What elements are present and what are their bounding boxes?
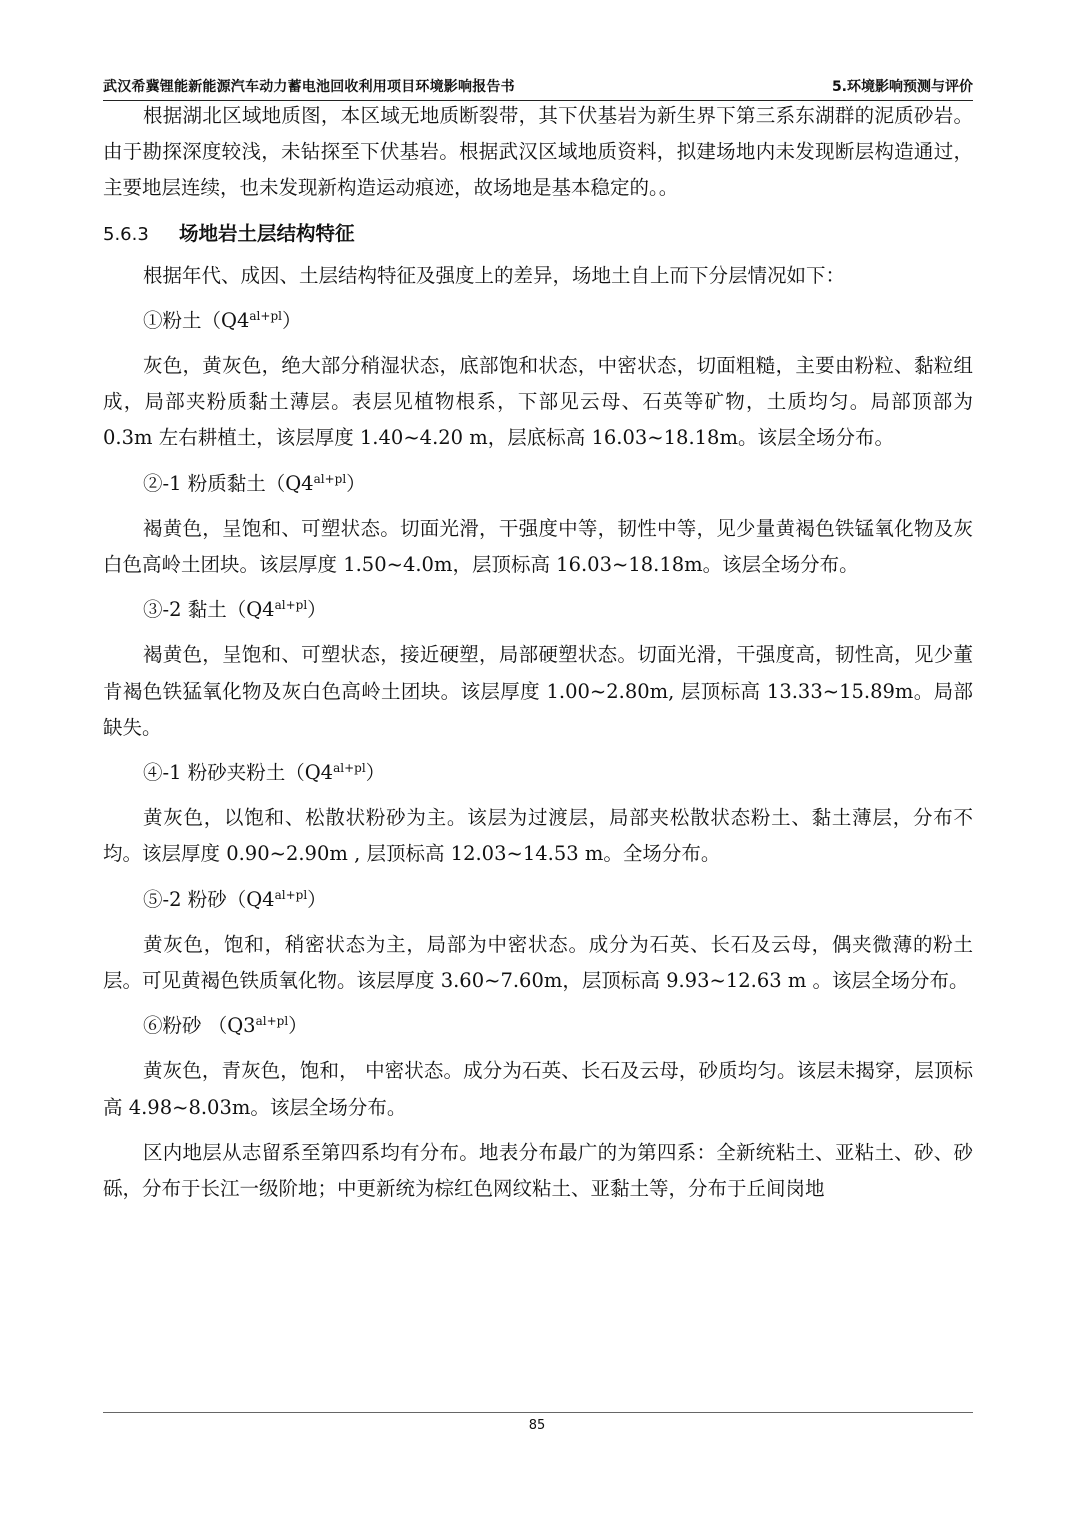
section-title: 场地岩土层结构特征	[179, 221, 355, 245]
layer-label-close: ）	[288, 1014, 308, 1038]
page-header	[103, 74, 973, 101]
header-document-title: 武汉希冀锂能新能源汽车动力蓄电池回收利用项目环境影响报告书	[103, 79, 515, 95]
layer-label-sup: al+pl	[249, 308, 282, 323]
layer-label-text: ④-1 粉砂夹粉土（Q4	[143, 761, 334, 785]
layer-label-close: ）	[307, 887, 327, 911]
layer-label-close: ）	[281, 308, 302, 332]
footer-divider	[103, 1412, 973, 1413]
layer-1-description: 灰色，黄灰色，绝大部分稍湿状态，底部饱和状态，中密状态，切面粗糙，主要由粉粒、黏粒组成，局部夹粉质黏土薄层。表层见植物根系，下部见云母、石英等矿物，土质均匀。局部顶部为 0.3m 左右耕植土，该层厚度 1.40~4.20 m，层底标高 16.03~18.18m。该层全场分布。	[103, 354, 973, 450]
lead-paragraph: 根据年代、成因、土层结构特征及强度上的差异，场地土自上而下分层情况如下：	[143, 263, 846, 287]
layer-4-description: 黄灰色，以饱和、松散状粉砂为主。该层为过渡层，局部夹松散状态粉土、黏土薄层，分布不均。该层厚度 0.90~2.90m , 层顶标高 12.03~14.53 m。全场分布。	[103, 806, 973, 866]
layer-2-label	[103, 466, 973, 502]
layer-label-text: ⑤-2 粉砂（Q4	[143, 887, 275, 911]
layer-2-description: 褐黄色，呈饱和、可塑状态。切面光滑，干强度中等，韧性中等，见少量黄褐色铁锰氧化物及灰白色高岭土团块。该层厚度 1.50~4.0m，层顶标高 16.03~18.18m。该层全场分布。	[103, 516, 973, 577]
layer-label-close: ）	[307, 598, 327, 622]
layer-4-label	[103, 755, 973, 791]
layer-label-close: ）	[365, 761, 386, 785]
layer-6-description: 黄灰色，青灰色，饱和， 中密状态。成分为石英、长石及云母，砂质均匀。该层未揭穿，层顶标高 4.98~8.03m。该层全场分布。	[103, 1059, 973, 1119]
layer-1-label	[103, 303, 973, 339]
layer-label-sup: al+pl	[274, 598, 308, 613]
layer-3-description: 褐黄色，呈饱和、可塑状态，接近硬塑，局部硬塑状态。切面光滑，干强度高，韧性高，见少董肯褐色铁猛氧化物及灰白色高岭土团块。该层厚度 1.00~2.80m, 层顶标高 13.33~15.89m。局部缺失。	[103, 643, 973, 739]
layer-label-text: ②-1 粉质黏土（Q4	[143, 471, 314, 495]
section-number: 5.6.3	[103, 223, 149, 245]
layer-label-sup: al+pl	[255, 1014, 289, 1029]
layer-label-text: ③-2 黏土（Q4	[143, 598, 275, 622]
layer-label-close: ）	[346, 471, 366, 495]
section-heading	[103, 219, 973, 250]
closing-paragraph: 区内地层从志留系至第四系均有分布。地表分布最广的为第四系：全新统粘土、亚粘土、砂、砂砾，分布于长江一级阶地；中更新统为棕红色网纹粘土、亚黏土等，分布于丘间岗地	[103, 1140, 973, 1201]
layer-5-label	[103, 882, 973, 918]
layer-label-text: ⑥粉砂 （Q3	[143, 1014, 256, 1038]
header-chapter-title: 5.环境影响预测与评价	[831, 79, 973, 95]
layer-label-sup: al+pl	[274, 887, 308, 902]
layer-label-sup: al+pl	[333, 761, 366, 776]
layer-3-label	[103, 592, 973, 628]
page-number: 85	[528, 1418, 546, 1433]
intro-paragraph: 根据湖北区域地质图，本区域无地质断裂带，其下伏基岩为新生界下第三系东湖群的泥质砂岩。由于勘探深度较浅，未钻探至下伏基岩。根据武汉区域地质资料，拟建场地内未发现断层构造通过，主要地层连续，也未发现新构造运动痕迹，故场地是基本稳定的。。	[103, 104, 973, 200]
layer-label-text: ①粉土（Q4	[143, 308, 250, 332]
layer-label-sup: al+pl	[313, 471, 347, 486]
layer-5-description: 黄灰色，饱和，稍密状态为主，局部为中密状态。成分为石英、长石及云母，偶夹微薄的粉土层。可见黄褐色铁质氧化物。该层厚度 3.60~7.60m，层顶标高 9.93~12.63 m 。该层全场分布。	[103, 932, 973, 993]
page-body	[103, 98, 973, 1207]
layer-6-label	[103, 1008, 973, 1044]
